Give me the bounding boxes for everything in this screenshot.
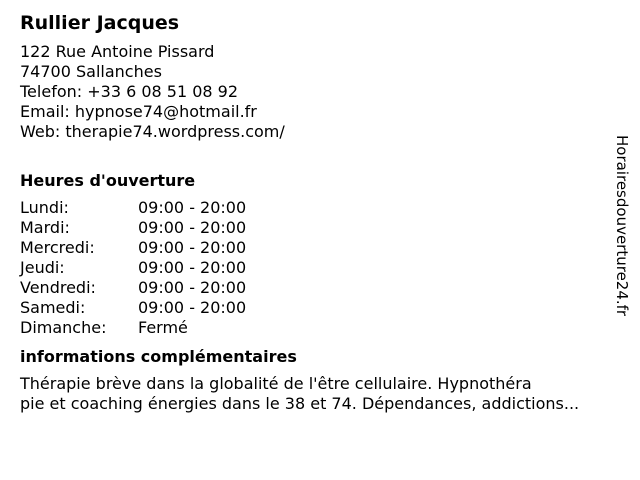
day-label: Lundi: <box>20 198 69 217</box>
info-line-1: Thérapie brève dans la globalité de l'être cellulaire. Hypnothéra <box>20 374 532 393</box>
address-line-street: 122 Rue Antoine Pissard <box>20 42 215 61</box>
day-hours: Fermé <box>138 318 188 337</box>
additional-info-text <box>20 374 628 414</box>
day-label: Vendredi: <box>20 278 96 297</box>
day-hours: 09:00 - 20:00 <box>138 218 247 237</box>
phone-number: Telefon: +33 6 08 51 08 92 <box>20 82 239 101</box>
day-hours: 09:00 - 20:00 <box>138 198 247 217</box>
hours-row-tuesday <box>20 218 610 238</box>
day-label: Mercredi: <box>20 238 95 257</box>
hours-row-saturday <box>20 298 610 318</box>
info-line-2: pie et coaching énergies dans le 38 et 74. Dépendances, addictions... <box>20 394 580 413</box>
hours-row-thursday <box>20 258 610 278</box>
day-label: Mardi: <box>20 218 70 237</box>
contact-block <box>20 42 610 142</box>
business-card <box>20 10 610 414</box>
business-name: Rullier Jacques <box>20 12 180 34</box>
site-watermark: Horairesdouverture24.fr <box>613 135 631 317</box>
day-label: Jeudi: <box>20 258 65 277</box>
hours-row-wednesday <box>20 238 610 258</box>
additional-info-title: informations complémentaires <box>20 347 297 366</box>
day-label: Samedi: <box>20 298 86 317</box>
hours-row-monday <box>20 198 610 218</box>
hours-row-friday <box>20 278 610 298</box>
day-hours: 09:00 - 20:00 <box>138 238 247 257</box>
address-line-city: 74700 Sallanches <box>20 62 162 81</box>
day-hours: 09:00 - 20:00 <box>138 278 247 297</box>
opening-hours-title: Heures d'ouverture <box>20 171 196 190</box>
website-url: Web: therapie74.wordpress.com/ <box>20 122 285 141</box>
day-hours: 09:00 - 20:00 <box>138 258 247 277</box>
day-hours: 09:00 - 20:00 <box>138 298 247 317</box>
opening-hours-table <box>20 198 610 338</box>
email-address: Email: hypnose74@hotmail.fr <box>20 102 257 121</box>
hours-row-sunday <box>20 318 610 338</box>
day-label: Dimanche: <box>20 318 107 337</box>
